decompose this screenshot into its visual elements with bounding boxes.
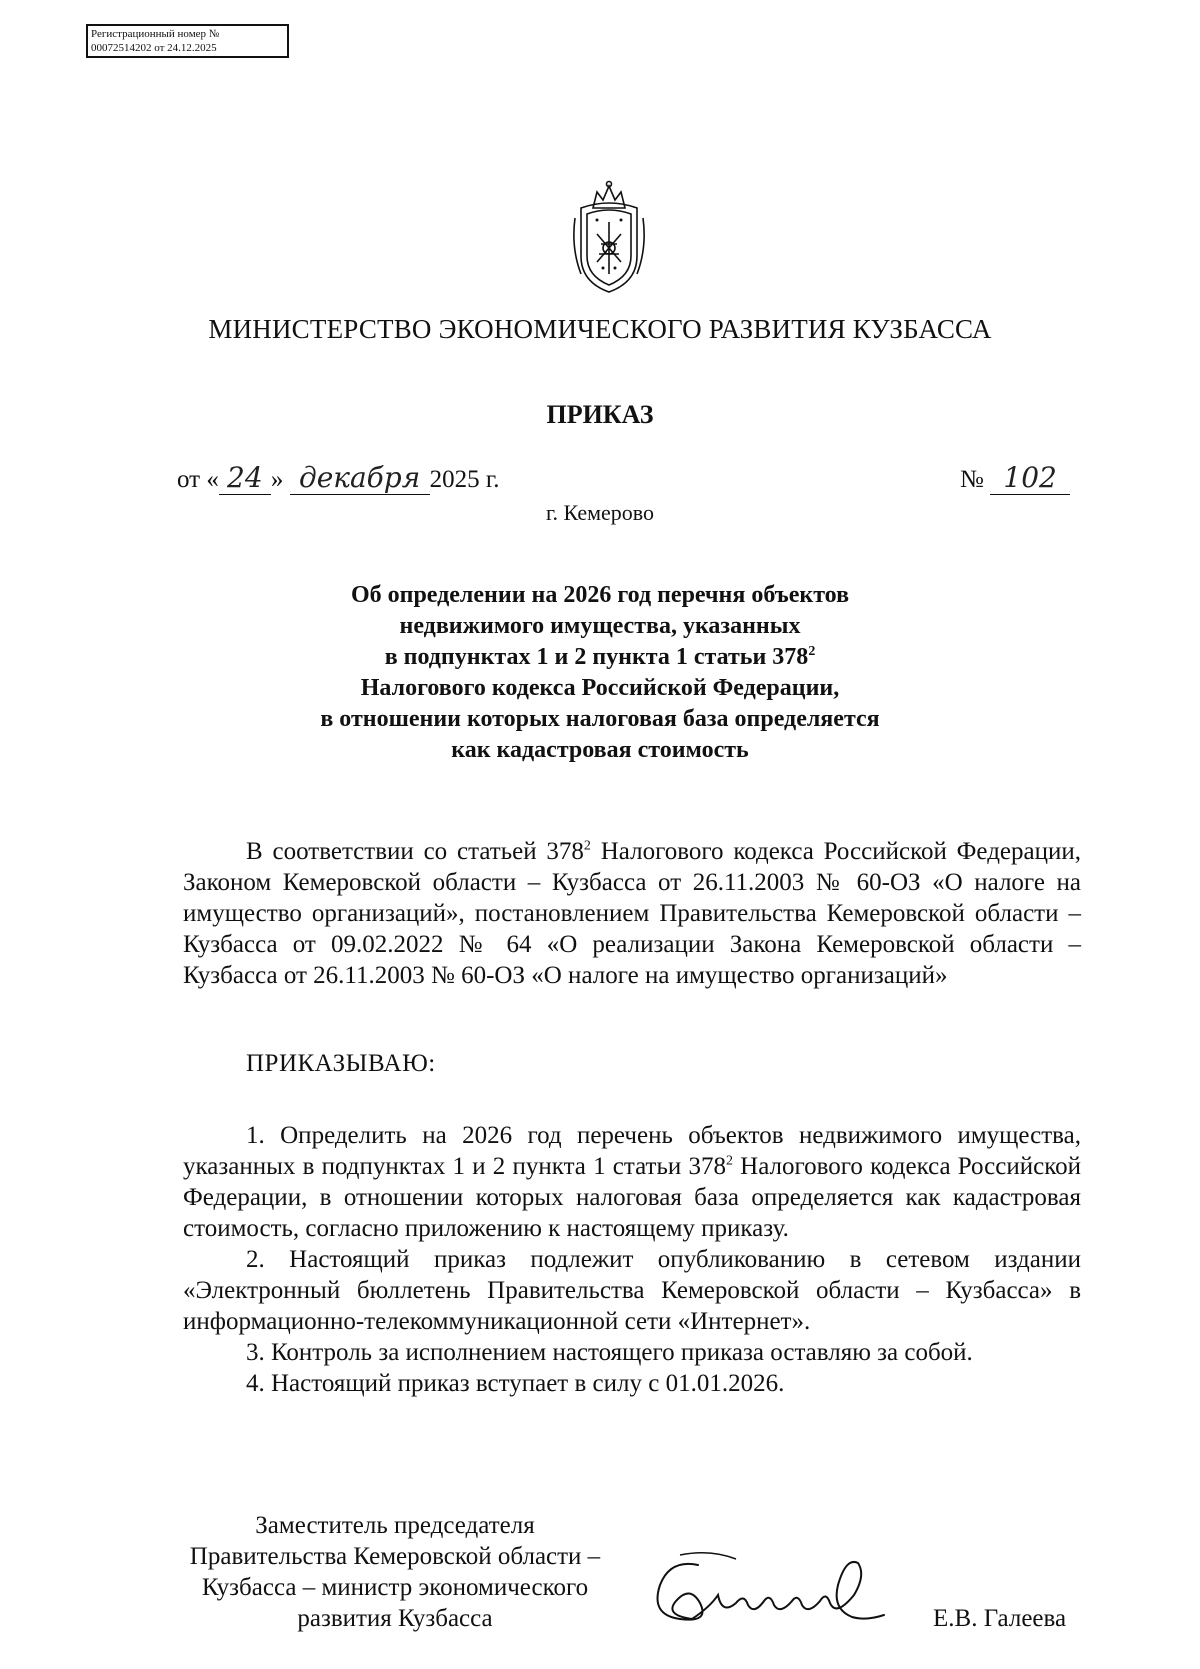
subject-text: в подпунктах 1 и 2 пункта 1 статьи 378 <box>384 644 809 670</box>
subject-superscript: 2 <box>808 644 816 659</box>
order-item <box>183 1120 1081 1244</box>
subject-line: в отношении которых налоговая база определяется <box>320 706 880 732</box>
order-number <box>960 461 1070 495</box>
position-line: развития Кузбасса <box>297 1605 493 1632</box>
subject-line: Налогового кодекса Российской Федерации, <box>360 675 840 701</box>
kuzbass-coat-of-arms-icon <box>567 178 651 296</box>
item-superscript: 2 <box>725 1153 733 1169</box>
order-subject <box>300 580 900 766</box>
handwritten-signature-icon <box>640 1545 890 1635</box>
preamble <box>183 836 1081 991</box>
order-items <box>183 1120 1081 1399</box>
date-mid: » <box>270 466 284 493</box>
preamble-text: В соответствии со статьей 378 <box>246 838 584 865</box>
city: г. Кемерово <box>545 500 655 525</box>
position-line: Заместитель председателя <box>255 1512 535 1539</box>
subject-line <box>300 642 900 673</box>
orders-label: ПРИКАЗЫВАЮ: <box>246 1050 436 1077</box>
subject-line: недвижимого имущества, указанных <box>399 613 801 639</box>
item-text: 1. Определить на 2026 год перечень объектов недвижимого имущества, указанных в подпунктах 1 и 2 пункта 1 статьи 378 <box>183 1122 1081 1180</box>
document-title: ПРИКАЗ <box>546 400 654 429</box>
position-line: Кузбасса – министр экономического <box>201 1574 589 1601</box>
position-line: Правительства Кемеровской области – <box>189 1543 601 1570</box>
preamble-text: Налогового кодекса Российской Федерации, Законом Кемеровской области – Кузбасса от 26.11.2003 № 60-ОЗ «О налоге на имущество организаций», постановлением Правительства Кемеровской области – Кузбасса от 09.02.2022 № 64 «О реализации Закона Кемеровской области – Кузбасса от 26.11.2003 № 60-ОЗ «О налоге на имущество организаций» <box>183 838 1081 989</box>
number-value: 102 <box>990 461 1070 495</box>
date-year: 2025 г. <box>429 466 500 493</box>
order-item: 2. Настоящий приказ подлежит опубликованию в сетевом издании «Электронный бюллетень Правительства Кемеровской области – Кузбасса» в информационно-телекоммуникационной сети «Интернет». <box>183 1246 1081 1335</box>
order-item: 4. Настоящий приказ вступает в силу с 01.01.2026. <box>246 1370 785 1397</box>
signer-name: Е.В. Галеева <box>933 1605 1067 1632</box>
registration-line-1: Регистрационный номер № <box>91 28 220 40</box>
registration-stamp <box>86 24 289 58</box>
date-prefix: от « <box>177 466 219 493</box>
subject-line: Об определении на 2026 год перечня объектов <box>350 582 850 608</box>
date-month: декабря <box>290 461 430 495</box>
date-day: 24 <box>219 461 271 495</box>
subject-line: как кадастровая стоимость <box>451 737 749 763</box>
signatory-position <box>160 1510 630 1634</box>
preamble-superscript: 2 <box>583 838 591 854</box>
ministry-name: МИНИСТЕРСТВО ЭКОНОМИЧЕСКОГО РАЗВИТИЯ КУЗБАССА <box>208 314 992 344</box>
registration-line-2: 00072514202 от 24.12.2025 <box>91 42 217 54</box>
item-text: Налогового кодекса Российской Федерации, в отношении которых налоговая база определяется как кадастровая стоимость, согласно приложению к настоящему приказу. <box>183 1153 1081 1242</box>
number-sign: № <box>960 466 984 493</box>
order-date <box>177 461 500 495</box>
order-item: 3. Контроль за исполнением настоящего приказа оставляю за собой. <box>246 1339 973 1366</box>
